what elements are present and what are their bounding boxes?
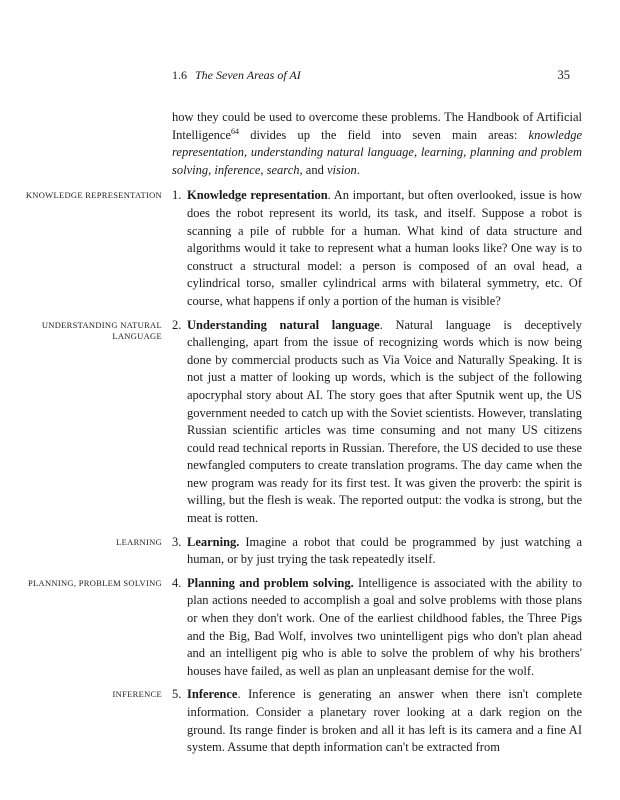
intro-end: . <box>356 162 360 177</box>
intro-text: and <box>302 162 327 177</box>
page-number: 35 <box>557 68 570 82</box>
item-title: Understanding natural language <box>187 317 380 332</box>
item-title: Inference <box>187 687 238 702</box>
margin-note: LEARNING <box>116 536 162 547</box>
margin-note: PLANNING, PROBLEM SOLVING <box>28 577 162 588</box>
item-text <box>187 534 582 569</box>
footnote-marker: 64 <box>231 126 239 136</box>
page-body <box>25 109 583 763</box>
item-number: 2. <box>172 317 182 332</box>
margin-note: UNDERSTANDING NATURAL LANGUAGE <box>41 319 162 342</box>
intro-areas: knowledge representation, understanding natural language, learning, planning and problem solving, inference, search, <box>172 127 582 177</box>
item-text <box>187 686 582 756</box>
item-number: 4. <box>172 575 182 590</box>
item-body: . Natural language is deceptively challenging, apart from the issue of recognizing words which is now being done by commercial products such as Via Voice and Naturally Speaking. It is not just a matter of looking up words, which is the subject of the following apocryphal story about AI. The story goes that after Sputnik went up, the US government needed to catch up with the Soviet scientists. However, translating Russian scientific articles was time consuming and not many US citizens could read technical reports in Russian. Therefore, the US decided to use these newfangled computers to create translation programs. The day came when the new program was ready for its first test. It was given the proverb: the spirit is willing, but the flesh is weak. The reported output: the vodka is strong, but the meat is rotten. <box>187 317 582 526</box>
item-number: 3. <box>172 534 182 549</box>
margin-note: INFERENCE <box>112 689 162 700</box>
list-item <box>25 187 583 310</box>
item-body: . An important, but often overlooked, issue is how does the robot represent its world, its task, and itself. Suppose a robot is scanning a pile of rubble for a human. What kind of data structure and algorithms would it take to represent what a human looks like? One way is to construct a structural model: a person is composed of an oval head, a cylindrical torso, smaller cylindrical arms with bilateral symmetry, etc. Of course, what happens if only a portion of the human is visible? <box>187 188 583 308</box>
item-body: Imagine a robot that could be programmed by just watching a human, or by just trying the task repeatedly itself. <box>187 534 582 567</box>
section-number: 1.6 <box>172 68 187 82</box>
item-title: Learning. <box>187 534 240 549</box>
running-header <box>172 68 570 84</box>
item-number: 1. <box>172 188 182 203</box>
intro-last-area: vision <box>326 162 357 177</box>
section-title: The Seven Areas of AI <box>195 68 301 82</box>
margin-note: KNOWLEDGE REPRESENTATION <box>25 190 162 201</box>
intro-paragraph <box>172 109 582 179</box>
item-title: Knowledge representation <box>187 188 328 203</box>
item-body: Intelligence is associated with the ability to plan actions needed to accomplish a goal and solve problems with those plans or when they don't work. One of the earliest childhood fables, the Three Pigs and the Big, Bad Wolf, involves two unintelligent pigs who don't plan ahead and an intelligent pig who is able to solve the problem of why his brothers' houses have failed, as well as plan an unpleasant demise for the wolf. <box>187 575 583 678</box>
list-item <box>28 575 583 681</box>
list-item <box>41 317 582 528</box>
item-text <box>187 187 582 310</box>
item-text <box>187 575 582 681</box>
list-item <box>112 686 582 756</box>
item-body: . Inference is generating an answer when there isn't complete information. Consider a planetary rover looking at a dark region on the ground. Its range finder is broken and all it has left is its camera and a fine AI system. Assume that depth information can't be extracted from <box>187 687 582 755</box>
item-number: 5. <box>172 687 182 702</box>
item-text <box>187 317 582 528</box>
intro-text: how they could be used to overcome these problems. The Handbook of Artificial Intelligence <box>172 110 582 142</box>
item-title: Planning and problem solving. <box>187 575 354 590</box>
list-item <box>116 534 582 569</box>
intro-text: divides up the field into seven main areas: <box>239 127 529 142</box>
section-heading <box>172 68 301 83</box>
